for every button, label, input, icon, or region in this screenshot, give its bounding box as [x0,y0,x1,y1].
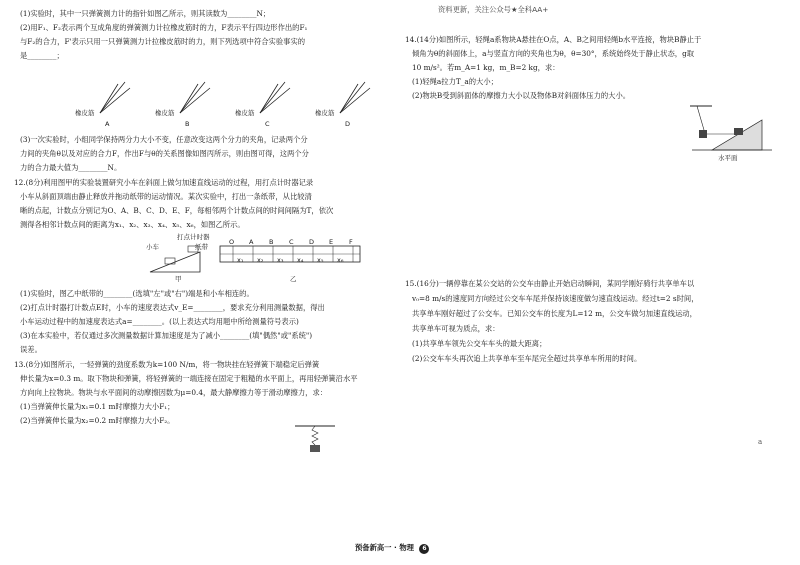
tape-segment: x₁ [237,256,244,264]
text-line: (3)在本实验中，若仅通过多次测量数据计算加速度是为了减小________(填"偶然"或"系统") [20,331,313,340]
question-15: 15.(16分)一辆停靠在某公交站的公交车由静止开始启动瞬间，某同学刚好骑行共享单车以 [405,279,695,288]
text-line: 10 m/s²。若m_A=1 kg，m_B=2 kg，求： [412,63,560,72]
text-line: (1)轻绳a拉力T_a的大小； [412,77,498,86]
rubber-label: 橡皮筋 [235,109,255,117]
question-14: 14.(14分)如图所示，轻绳a系物块A悬挂在O点，A、B之间用轻绳b水平连接，物块B静止于 [405,35,702,44]
option-label: D [345,120,351,128]
watermark-text: 资料更新，关注公众号★全科AA+ [438,5,549,14]
rubber-label: 橡皮筋 [155,109,175,117]
tape-label: 纸带 [195,243,208,251]
page-footer [355,543,429,554]
text-line: 小车运动过程中的加速度表达式a=________。(以上表达式均用题中所给测量符号表示) [20,317,299,326]
figure-jia-label: 甲 [175,275,182,283]
text-line: 倾角为θ的斜面体上，a与竖直方向的夹角也为θ，θ=30°，系统始终处于静止状态，g取 [412,49,695,58]
figure-yi-label: 乙 [290,275,297,283]
tape-point: B [269,238,274,246]
tape-point: E [329,238,334,246]
question-12: 12.(8分)利用图甲的实验装置研究小车在斜面上做匀加速直线运动的过程，用打点计时器记录 [14,178,314,187]
text-line: 共享单车可视为质点，求： [412,324,500,333]
rubber-band-figure [70,78,390,128]
tape-segment: x₅ [317,256,324,264]
text-line: 力的合力最大值为________N。 [20,163,122,172]
text-line: (1)共享单车领先公交车车头的最大距离； [412,339,547,348]
text-line: 晰的点起，计数点分别记为O、A、B、C、D、E、F，每相邻两个计数点间的时间间隔为T，依次 [20,206,334,215]
text-line: (1)实验时，图乙中纸带的________(选填"左"或"右")端是和小车相连的。 [20,289,254,298]
option-label: B [185,120,190,128]
text-line: 误差。 [20,345,42,354]
text-line: (2)当弹簧伸长量为x₂=0.2 m时摩擦力大小F₂。 [20,416,175,425]
text-line: v₀=8 m/s的速度同方向经过公交车车尾并保持该速度做匀速直线运动。经过t=2 s时间， [412,294,699,303]
text-line: 伸长量为x=0.3 m。取下物块和弹簧，将轻弹簧的一端连接在固定于粗糙的水平面上，再用轻弹簧沿水平 [20,374,358,383]
option-label: C [265,120,270,128]
text-line: (2)打点计时器打计数点E时，小车的速度表达式v_E=________，要求充分利用测量数据，得出 [20,303,325,312]
rubber-label: 橡皮筋 [315,109,335,117]
text-line: 小车从斜面顶端由静止释放并拖动纸带的运动情况。某次实验中，打出一条纸带，从比较清 [20,192,312,201]
tape-segment: x₂ [257,256,264,264]
timer-label: 打点计时器 [177,233,210,241]
spring-figure [290,423,340,455]
text-line: (2)公交车车头再次追上共享单车至车尾完全超过共享单车所用的时间。 [412,354,642,363]
page-number: 6 [419,544,429,554]
tape-point: D [309,238,315,246]
text-line: 是________； [20,51,64,60]
text-line: (3)一次实验时，小组同学保持两分力大小不变，任意改变这两个分力的夹角，记录两个分 [20,135,308,144]
text-line: (2)物块B受到斜面体的摩擦力大小以及物体B对斜面体压力的大小。 [412,91,631,100]
question-13: 13.(8分)如图所示，一轻弹簧的劲度系数为k=100 N/m，将一物块挂在轻弹簧下端稳定后弹簧 [14,360,320,369]
text-line: (1)当弹簧伸长量为x₁=0.1 m时摩擦力大小F₁； [20,402,175,411]
text-line: 与F₂的合力，F'表示只用一只弹簧测力计拉橡皮筋时的力，则下列选项中符合实验事实的 [20,37,306,46]
incline-figure [682,100,782,160]
footer-text: 预备新高一 · 物理 [355,543,414,552]
rubber-label: 橡皮筋 [75,109,95,117]
text-line: 方向向上拉物块。物块与水平面间的动摩擦因数为μ=0.4，最大静摩擦力等于滑动摩擦力，求： [20,388,328,397]
text-line: 力间的夹角θ以及对应的合力F，作出F与θ的关系图像如图丙所示，则由图可得，这两个分 [20,149,309,158]
text-line: (1)实验时，其中一只弹簧测力计的指针如图乙所示，则其读数为________N； [20,9,271,18]
car-label: 小车 [146,243,159,251]
text-line: 共享单车刚好超过了公交车。已知公交车的长度为L=12 m，公交车做匀加速直线运动， [412,309,697,318]
tape-point: C [289,238,294,246]
option-label: A [105,120,110,128]
tape-point: O [229,238,235,246]
tape-segment: x₆ [337,256,344,264]
tape-segment: x₃ [277,256,284,264]
text-line: (2)用F₁、F₂表示两个互成角度的弹簧测力计拉橡皮筋时的力，F表示平行四边形作出的F₁ [20,23,308,32]
tape-point: A [249,238,254,246]
text-line: 测得各相邻计数点间的距离为x₁、x₂、x₃、x₄、x₅、x₆，如图乙所示。 [20,220,245,229]
tape-point: F [349,238,353,246]
corner-mark: a [758,438,763,446]
tape-segment: x₄ [297,256,304,264]
ground-label: 水平面 [718,154,738,162]
